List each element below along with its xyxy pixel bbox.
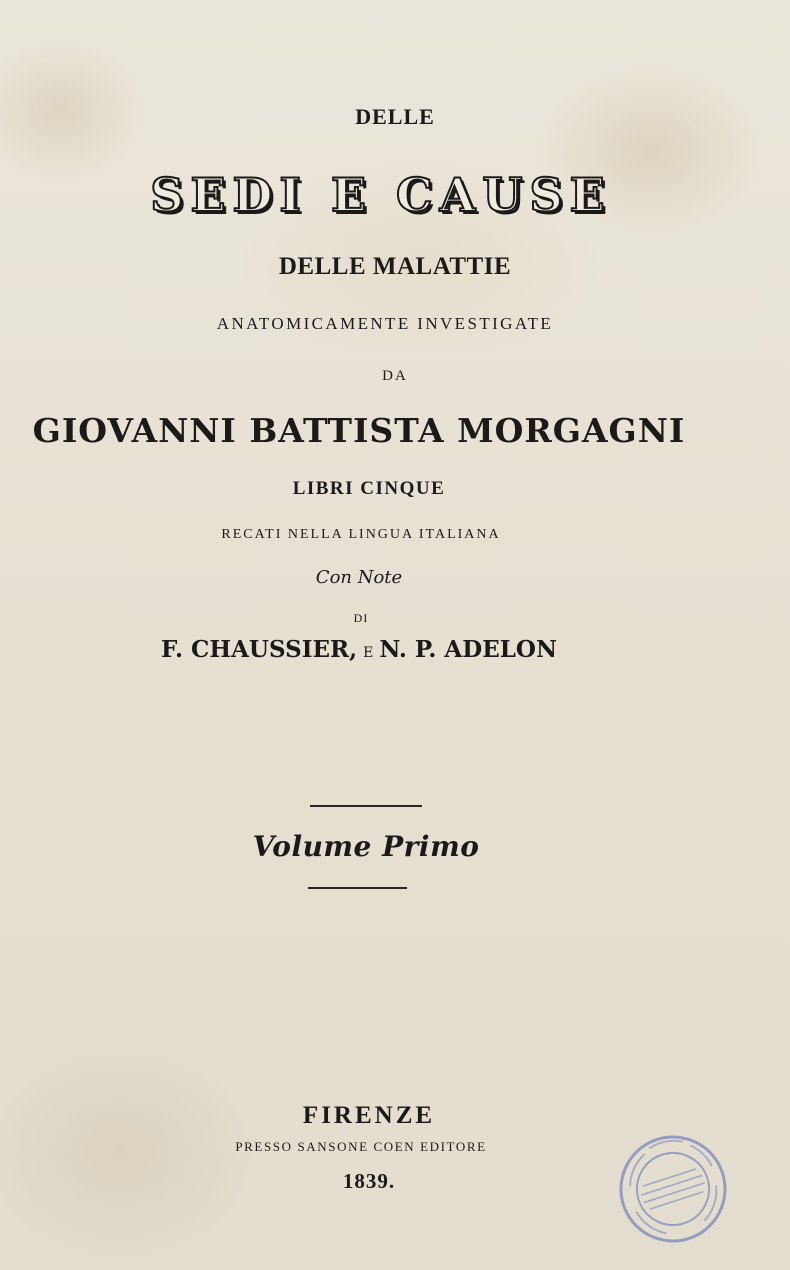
of-line: DI — [353, 611, 369, 625]
commentators — [0, 636, 754, 663]
volume-label: Volume Primo — [252, 830, 480, 863]
conjunction: E — [363, 645, 374, 661]
investigated-line: ANATOMICAMENTE INVESTIGATE — [216, 314, 554, 333]
divider-rule-top — [310, 805, 422, 807]
main-title: SEDI E CAUSE — [150, 168, 612, 222]
title-delle: DELLE — [355, 104, 435, 129]
author-name: GIOVANNI BATTISTA MORGAGNI — [32, 411, 686, 450]
divider-rule-bottom — [308, 887, 407, 889]
commentator-2: N. P. ADELON — [379, 636, 557, 663]
subtitle: DELLE MALATTIE — [278, 253, 512, 280]
by-line: DA — [382, 368, 408, 384]
commentator-1: F. CHAUSSIER, — [161, 636, 358, 663]
books-line: LIBRI CINQUE — [292, 478, 446, 499]
imprint-year: 1839. — [342, 1169, 396, 1193]
notes-line: Con Note — [315, 567, 403, 588]
imprint-city: FIRENZE — [302, 1102, 436, 1129]
translation-line: RECATI NELLA LINGUA ITALIANA — [221, 527, 501, 542]
imprint-publisher: PRESSO SANSONE COEN EDITORE — [235, 1139, 487, 1154]
